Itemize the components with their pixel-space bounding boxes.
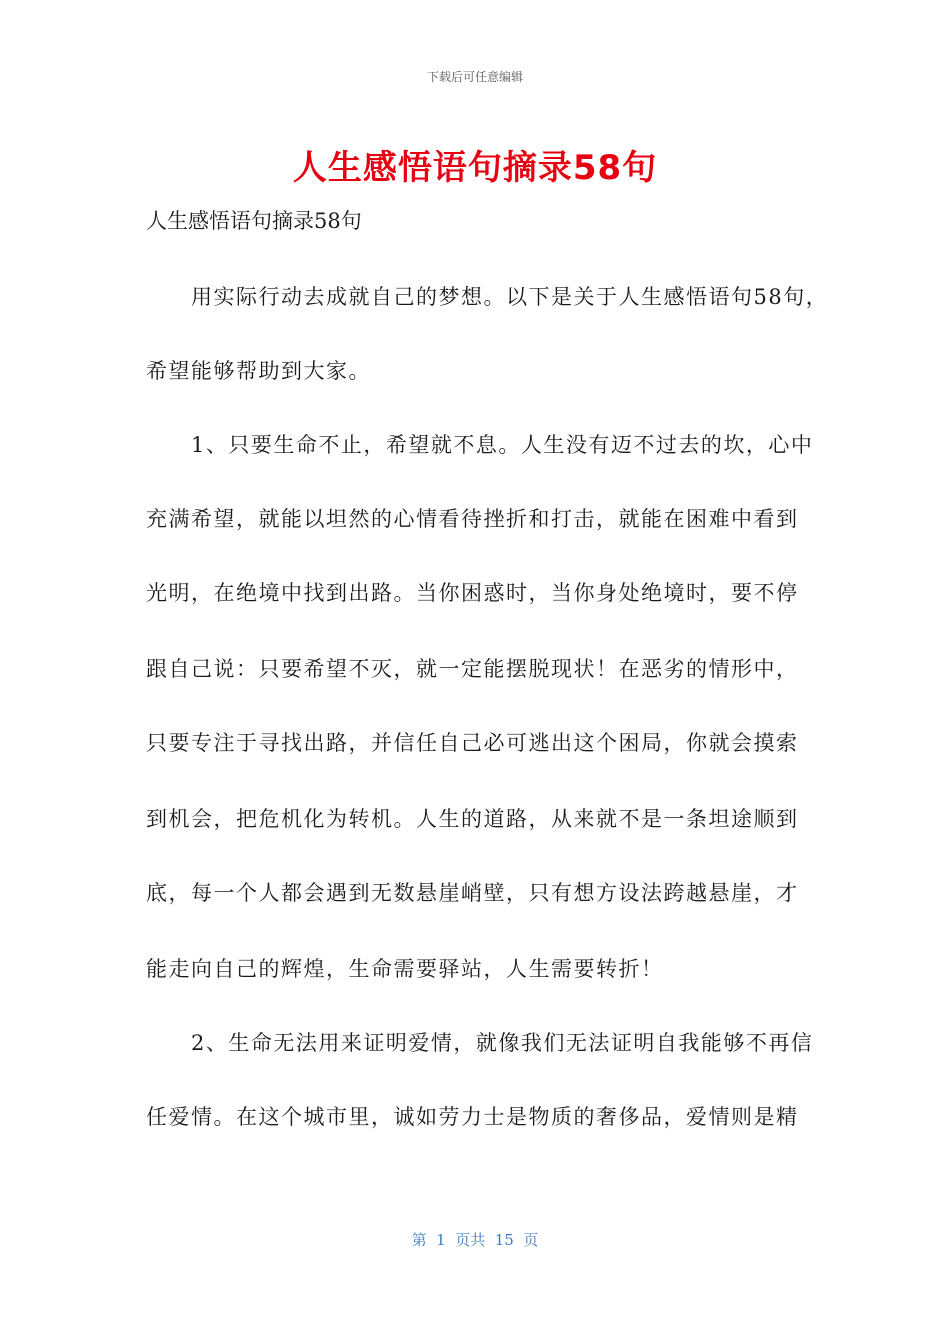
document-title: 人生感悟语句摘录58句 bbox=[292, 148, 658, 188]
body-line: 用实际行动去成就自己的梦想。以下是关于人生感悟语句58句， bbox=[146, 285, 829, 309]
body-line: 1、只要生命不止，希望就不息。人生没有迈不过去的坎，心中 bbox=[146, 433, 814, 457]
body-line: 2、生命无法用来证明爱情，就像我们无法证明自我能够不再信 bbox=[146, 1031, 814, 1055]
body-line: 充满希望，就能以坦然的心情看待挫折和打击，就能在困难中看到 bbox=[146, 507, 799, 531]
body-line: 光明，在绝境中找到出路。当你困惑时，当你身处绝境时，要不停 bbox=[146, 581, 799, 605]
header-note: 下载后可任意编辑 bbox=[426, 70, 523, 84]
body-line: 底，每一个人都会遇到无数悬崖峭壁，只有想方设法跨越悬崖，才 bbox=[146, 881, 799, 905]
body-line: 跟自己说：只要希望不灭，就一定能摆脱现状！在恶劣的情形中， bbox=[146, 657, 799, 681]
body-line: 希望能够帮助到大家。 bbox=[146, 359, 371, 383]
body-line: 只要专注于寻找出路，并信任自己必可逃出这个困局，你就会摸索 bbox=[146, 731, 799, 755]
body-line: 任爱情。在这个城市里，诚如劳力士是物质的奢侈品，爱情则是精 bbox=[146, 1105, 799, 1129]
document-subtitle: 人生感悟语句摘录58句 bbox=[146, 209, 362, 233]
body-line: 能走向自己的辉煌，生命需要驿站，人生需要转折！ bbox=[146, 957, 664, 981]
page-footer: 第 1 页共 15 页 bbox=[411, 1231, 539, 1249]
body-line: 到机会，把危机化为转机。人生的道路，从来就不是一条坦途顺到 bbox=[146, 807, 799, 831]
